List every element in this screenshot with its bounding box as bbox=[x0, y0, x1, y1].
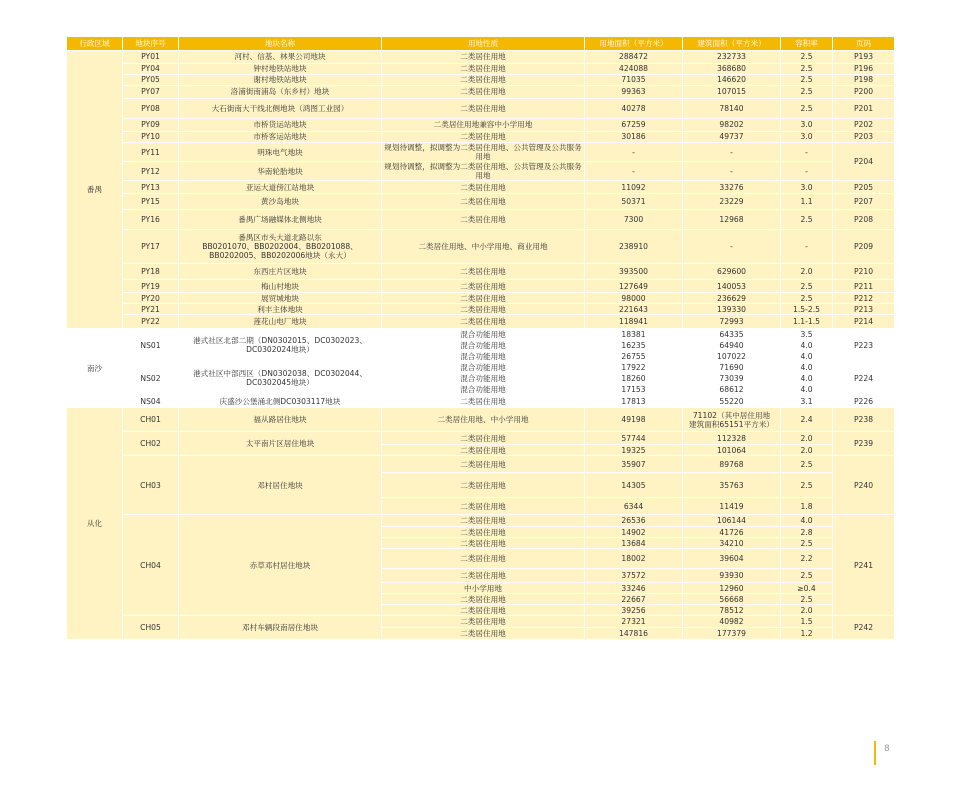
parcel-id: NS04 bbox=[123, 395, 179, 408]
floor-area-ratio: - bbox=[781, 162, 833, 181]
region-cell: 番禺 bbox=[67, 51, 123, 329]
page-ref: P207 bbox=[833, 194, 895, 210]
floor-area-ratio: ≥0.4 bbox=[781, 583, 833, 594]
table-row bbox=[67, 264, 895, 280]
floor-area: 140053 bbox=[683, 280, 781, 293]
table-row bbox=[67, 293, 895, 304]
floor-area: 139330 bbox=[683, 304, 781, 315]
table-header-row bbox=[67, 37, 895, 51]
page-ref: P238 bbox=[833, 408, 895, 432]
floor-area-ratio: 2.0 bbox=[781, 445, 833, 456]
land-area: 424088 bbox=[585, 64, 683, 75]
floor-area: 68612 bbox=[683, 384, 781, 395]
page-ref: P204 bbox=[833, 143, 895, 181]
table-row bbox=[67, 395, 895, 408]
land-area: 16235 bbox=[585, 340, 683, 351]
page-ref: P223 bbox=[833, 329, 895, 362]
parcel-id: PY01 bbox=[123, 51, 179, 64]
floor-area: 368680 bbox=[683, 64, 781, 75]
floor-area: 33276 bbox=[683, 181, 781, 194]
floor-area-ratio: 2.5 bbox=[781, 473, 833, 498]
land-use: 二类居住用地 bbox=[382, 395, 585, 408]
table-row bbox=[67, 616, 895, 628]
floor-area-ratio: 1.8 bbox=[781, 498, 833, 515]
land-use: 二类居住用地 bbox=[382, 315, 585, 329]
table-row bbox=[67, 315, 895, 329]
parcel-name: 莲花山电厂地块 bbox=[179, 315, 382, 329]
parcel-id: PY05 bbox=[123, 75, 179, 86]
parcel-name: 明珠电气地块 bbox=[179, 143, 382, 162]
region-cell: 从化 bbox=[67, 408, 123, 640]
parcel-id: CH02 bbox=[123, 432, 179, 456]
page-ref: P200 bbox=[833, 86, 895, 99]
parcel-id: CH04 bbox=[123, 515, 179, 616]
parcel-name: 谢村地铁站地块 bbox=[179, 75, 382, 86]
floor-area: 629600 bbox=[683, 264, 781, 280]
page-ref: P210 bbox=[833, 264, 895, 280]
table-row bbox=[67, 132, 895, 143]
parcel-name: 展贸城地块 bbox=[179, 293, 382, 304]
floor-area: 40982 bbox=[683, 616, 781, 628]
land-use: 规划待调整，拟调整为二类居住用地、公共管理及公共服务用地 bbox=[382, 162, 585, 181]
floor-area: 64335 bbox=[683, 329, 781, 340]
floor-area: 73039 bbox=[683, 373, 781, 384]
parcel-name: 港式社区中部西区（DN0302038、DC0302044、DC0302045地块） bbox=[179, 362, 382, 395]
floor-area: 39604 bbox=[683, 549, 781, 569]
header-region: 行政区域 bbox=[67, 37, 123, 51]
land-area: 11092 bbox=[585, 181, 683, 194]
land-area: 50371 bbox=[585, 194, 683, 210]
parcel-name: 庆盛沙公堡涌北侧DC0303117地块 bbox=[179, 395, 382, 408]
floor-area: 64940 bbox=[683, 340, 781, 351]
table-row bbox=[67, 230, 895, 264]
page-ref: P203 bbox=[833, 132, 895, 143]
land-use: 二类居住用地 bbox=[382, 515, 585, 527]
table-row bbox=[67, 432, 895, 445]
floor-area-ratio: 4.0 bbox=[781, 384, 833, 395]
page-ref: P241 bbox=[833, 515, 895, 616]
floor-area: 106144 bbox=[683, 515, 781, 527]
land-use: 二类居住用地 bbox=[382, 549, 585, 569]
table-row bbox=[67, 51, 895, 64]
floor-area-ratio: 3.0 bbox=[781, 132, 833, 143]
land-area: 288472 bbox=[585, 51, 683, 64]
land-use: 混合功能用地 bbox=[382, 340, 585, 351]
table-row bbox=[67, 162, 895, 181]
land-use: 二类居住用地 bbox=[382, 86, 585, 99]
parcel-name: 东西庄片区地块 bbox=[179, 264, 382, 280]
parcel-name: 邓村车辆段南居住地块 bbox=[179, 616, 382, 640]
page-number-bar bbox=[874, 741, 876, 765]
parcel-id: PY21 bbox=[123, 304, 179, 315]
land-area: 14305 bbox=[585, 473, 683, 498]
floor-area-ratio: 3.0 bbox=[781, 119, 833, 132]
land-use: 二类居住用地 bbox=[382, 498, 585, 515]
land-area: 18381 bbox=[585, 329, 683, 340]
page-ref: P214 bbox=[833, 315, 895, 329]
land-use: 二类居住用地 bbox=[382, 456, 585, 473]
land-use: 二类居住用地 bbox=[382, 64, 585, 75]
table-row bbox=[67, 304, 895, 315]
parcel-name: 番禺广场融媒体北侧地块 bbox=[179, 210, 382, 230]
land-use: 二类居住用地 bbox=[382, 445, 585, 456]
floor-area-ratio: 2.5 bbox=[781, 569, 833, 583]
header-land-use: 用地性质 bbox=[382, 37, 585, 51]
page-ref: P224 bbox=[833, 362, 895, 395]
land-use: 二类居住用地 bbox=[382, 293, 585, 304]
parcel-id: PY07 bbox=[123, 86, 179, 99]
floor-area-ratio: 4.0 bbox=[781, 373, 833, 384]
parcel-id: PY04 bbox=[123, 64, 179, 75]
floor-area: 12960 bbox=[683, 583, 781, 594]
parcel-name: 福从路居住地块 bbox=[179, 408, 382, 432]
land-area: 71035 bbox=[585, 75, 683, 86]
parcel-id: PY16 bbox=[123, 210, 179, 230]
page-ref: P193 bbox=[833, 51, 895, 64]
land-use: 二类居住用地 bbox=[382, 75, 585, 86]
floor-area: 78140 bbox=[683, 99, 781, 119]
floor-area: 12968 bbox=[683, 210, 781, 230]
floor-area-ratio: 3.0 bbox=[781, 181, 833, 194]
floor-area: 71102（其中居住用地 建筑面积65151平方米） bbox=[683, 408, 781, 432]
land-use: 中小学用地 bbox=[382, 583, 585, 594]
floor-area-ratio: 2.5 bbox=[781, 99, 833, 119]
page-number: 8 bbox=[884, 744, 890, 754]
table-row bbox=[67, 280, 895, 293]
land-use: 二类居住用地、中小学用地、商业用地 bbox=[382, 230, 585, 264]
floor-area-ratio: 1.5 bbox=[781, 616, 833, 628]
land-area: 57744 bbox=[585, 432, 683, 445]
table-row bbox=[67, 86, 895, 99]
floor-area-ratio: 2.0 bbox=[781, 432, 833, 445]
land-area: 49198 bbox=[585, 408, 683, 432]
land-area: 67259 bbox=[585, 119, 683, 132]
land-area: 99363 bbox=[585, 86, 683, 99]
land-use: 二类居住用地 bbox=[382, 304, 585, 315]
floor-area: 112328 bbox=[683, 432, 781, 445]
land-use: 规划待调整，拟调整为二类居住用地、公共管理及公共服务用地 bbox=[382, 143, 585, 162]
floor-area: 107015 bbox=[683, 86, 781, 99]
page-ref: P212 bbox=[833, 293, 895, 304]
land-area: 27321 bbox=[585, 616, 683, 628]
parcel-name: 钟村地铁站地块 bbox=[179, 64, 382, 75]
table-row bbox=[67, 143, 895, 162]
land-use: 二类居住用地 bbox=[382, 51, 585, 64]
parcel-name: 亚运大道傍江站地块 bbox=[179, 181, 382, 194]
land-area: 33246 bbox=[585, 583, 683, 594]
page-ref: P209 bbox=[833, 230, 895, 264]
header-page: 页码 bbox=[833, 37, 895, 51]
floor-area: 55220 bbox=[683, 395, 781, 408]
page-ref: P201 bbox=[833, 99, 895, 119]
table-row bbox=[67, 456, 895, 473]
parcel-name: 赤草邓村居住地块 bbox=[179, 515, 382, 616]
table-row bbox=[67, 210, 895, 230]
page-ref: P239 bbox=[833, 432, 895, 456]
parcel-id: PY17 bbox=[123, 230, 179, 264]
floor-area-ratio: 2.5 bbox=[781, 538, 833, 549]
parcel-name: 番禺区市头大道北路以东 BB0201070、BB0202004、BB0201088、 BB0202005、BB0202006地块（永大） bbox=[179, 230, 382, 264]
land-use: 二类居住用地 bbox=[382, 280, 585, 293]
floor-area-ratio: 2.5 bbox=[781, 51, 833, 64]
land-use: 二类居住用地兼容中小学用地 bbox=[382, 119, 585, 132]
floor-area-ratio: 3.5 bbox=[781, 329, 833, 340]
header-far: 容积率 bbox=[781, 37, 833, 51]
parcel-name: 华南轮胎地块 bbox=[179, 162, 382, 181]
floor-area-ratio: 4.0 bbox=[781, 340, 833, 351]
land-use: 二类居住用地 bbox=[382, 473, 585, 498]
floor-area-ratio: 4.0 bbox=[781, 515, 833, 527]
header-parcel-id: 地块序号 bbox=[123, 37, 179, 51]
table-row bbox=[67, 194, 895, 210]
floor-area: - bbox=[683, 162, 781, 181]
land-use: 二类居住用地 bbox=[382, 99, 585, 119]
floor-area-ratio: 2.5 bbox=[781, 64, 833, 75]
land-area: - bbox=[585, 143, 683, 162]
region-cell: 南沙 bbox=[67, 329, 123, 408]
floor-area-ratio: - bbox=[781, 230, 833, 264]
land-area: 118941 bbox=[585, 315, 683, 329]
land-use: 二类居住用地 bbox=[382, 605, 585, 616]
parcel-id: PY08 bbox=[123, 99, 179, 119]
page-ref: P213 bbox=[833, 304, 895, 315]
floor-area: 107022 bbox=[683, 351, 781, 362]
floor-area-ratio: 2.5 bbox=[781, 86, 833, 99]
land-use: 二类居住用地 bbox=[382, 132, 585, 143]
land-area: 17922 bbox=[585, 362, 683, 373]
parcel-name: 市桥货运站地块 bbox=[179, 119, 382, 132]
table-row bbox=[67, 181, 895, 194]
land-use: 二类居住用地 bbox=[382, 264, 585, 280]
floor-area: 232733 bbox=[683, 51, 781, 64]
parcel-id: NS01 bbox=[123, 329, 179, 362]
land-parcel-table bbox=[66, 36, 895, 640]
land-area: 127649 bbox=[585, 280, 683, 293]
table-row bbox=[67, 515, 895, 527]
parcel-id: PY20 bbox=[123, 293, 179, 304]
page-ref: P226 bbox=[833, 395, 895, 408]
land-use: 混合功能用地 bbox=[382, 373, 585, 384]
floor-area: 72993 bbox=[683, 315, 781, 329]
land-area: - bbox=[585, 162, 683, 181]
parcel-id: PY10 bbox=[123, 132, 179, 143]
land-use: 二类居住用地 bbox=[382, 628, 585, 640]
land-use: 混合功能用地 bbox=[382, 351, 585, 362]
floor-area-ratio: 2.5 bbox=[781, 75, 833, 86]
parcel-name: 港式社区北部二期（DN0302015、DC0302023、DC0302024地块） bbox=[179, 329, 382, 362]
land-area: 238910 bbox=[585, 230, 683, 264]
floor-area: 35763 bbox=[683, 473, 781, 498]
floor-area: 11419 bbox=[683, 498, 781, 515]
land-area: 37572 bbox=[585, 569, 683, 583]
parcel-id: CH05 bbox=[123, 616, 179, 640]
land-use: 二类居住用地 bbox=[382, 569, 585, 583]
land-area: 26536 bbox=[585, 515, 683, 527]
land-use: 二类居住用地 bbox=[382, 210, 585, 230]
floor-area: 71690 bbox=[683, 362, 781, 373]
page-ref: P242 bbox=[833, 616, 895, 640]
floor-area-ratio: 2.8 bbox=[781, 527, 833, 538]
parcel-name: 太平南片区居住地块 bbox=[179, 432, 382, 456]
land-area: 6344 bbox=[585, 498, 683, 515]
floor-area-ratio: - bbox=[781, 143, 833, 162]
floor-area-ratio: 3.1 bbox=[781, 395, 833, 408]
floor-area-ratio: 2.4 bbox=[781, 408, 833, 432]
land-use: 二类居住用地 bbox=[382, 594, 585, 605]
page-ref: P196 bbox=[833, 64, 895, 75]
land-area: 13684 bbox=[585, 538, 683, 549]
parcel-id: PY19 bbox=[123, 280, 179, 293]
page-ref: P211 bbox=[833, 280, 895, 293]
floor-area-ratio: 1.5-2.5 bbox=[781, 304, 833, 315]
floor-area: - bbox=[683, 143, 781, 162]
floor-area: 78512 bbox=[683, 605, 781, 616]
floor-area: 41726 bbox=[683, 527, 781, 538]
page-ref: P240 bbox=[833, 456, 895, 515]
floor-area-ratio: 1.2 bbox=[781, 628, 833, 640]
parcel-id: PY22 bbox=[123, 315, 179, 329]
page-ref: P198 bbox=[833, 75, 895, 86]
land-use: 二类居住用地 bbox=[382, 194, 585, 210]
land-use: 二类居住用地 bbox=[382, 527, 585, 538]
floor-area-ratio: 1.1 bbox=[781, 194, 833, 210]
parcel-name: 河村、信基、林果公司地块 bbox=[179, 51, 382, 64]
land-use: 二类居住用地、中小学用地 bbox=[382, 408, 585, 432]
parcel-name: 黄沙岛地块 bbox=[179, 194, 382, 210]
parcel-id: PY11 bbox=[123, 143, 179, 162]
floor-area: 101064 bbox=[683, 445, 781, 456]
floor-area-ratio: 2.2 bbox=[781, 549, 833, 569]
floor-area-ratio: 2.0 bbox=[781, 605, 833, 616]
parcel-id: PY09 bbox=[123, 119, 179, 132]
table-row bbox=[67, 362, 895, 373]
land-area: 40278 bbox=[585, 99, 683, 119]
land-area: 7300 bbox=[585, 210, 683, 230]
land-area: 19325 bbox=[585, 445, 683, 456]
parcel-id: PY13 bbox=[123, 181, 179, 194]
land-area: 393500 bbox=[585, 264, 683, 280]
parcel-id: CH01 bbox=[123, 408, 179, 432]
floor-area-ratio: 2.5 bbox=[781, 210, 833, 230]
land-area: 18260 bbox=[585, 373, 683, 384]
floor-area: 89768 bbox=[683, 456, 781, 473]
table-row bbox=[67, 329, 895, 340]
land-area: 26755 bbox=[585, 351, 683, 362]
land-area: 98000 bbox=[585, 293, 683, 304]
floor-area-ratio: 2.5 bbox=[781, 456, 833, 473]
land-area: 17153 bbox=[585, 384, 683, 395]
parcel-id: PY12 bbox=[123, 162, 179, 181]
floor-area-ratio: 1.1-1.5 bbox=[781, 315, 833, 329]
floor-area: 23229 bbox=[683, 194, 781, 210]
land-use: 二类居住用地 bbox=[382, 181, 585, 194]
floor-area-ratio: 2.0 bbox=[781, 264, 833, 280]
land-area: 147816 bbox=[585, 628, 683, 640]
page-ref: P208 bbox=[833, 210, 895, 230]
header-land-area: 用地面积（平方米） bbox=[585, 37, 683, 51]
parcel-name: 梅山村地块 bbox=[179, 280, 382, 293]
page-ref: P205 bbox=[833, 181, 895, 194]
land-area: 35907 bbox=[585, 456, 683, 473]
parcel-name: 市桥客运站地块 bbox=[179, 132, 382, 143]
parcel-name: 洛浦街南浦岛（东乡村）地块 bbox=[179, 86, 382, 99]
land-use: 二类居住用地 bbox=[382, 616, 585, 628]
floor-area: 146620 bbox=[683, 75, 781, 86]
parcel-name: 邓村居住地块 bbox=[179, 456, 382, 515]
floor-area-ratio: 2.5 bbox=[781, 594, 833, 605]
floor-area: 98202 bbox=[683, 119, 781, 132]
floor-area-ratio: 4.0 bbox=[781, 362, 833, 373]
header-floor-area: 建筑面积（平方米） bbox=[683, 37, 781, 51]
floor-area-ratio: 2.5 bbox=[781, 293, 833, 304]
floor-area: 49737 bbox=[683, 132, 781, 143]
land-use: 二类居住用地 bbox=[382, 538, 585, 549]
land-use: 混合功能用地 bbox=[382, 384, 585, 395]
parcel-name: 利丰主体地块 bbox=[179, 304, 382, 315]
floor-area: 93930 bbox=[683, 569, 781, 583]
parcel-name: 大石街南大干线北侧地块（鸿图工业园） bbox=[179, 99, 382, 119]
floor-area: - bbox=[683, 230, 781, 264]
parcel-id: PY18 bbox=[123, 264, 179, 280]
land-area: 22667 bbox=[585, 594, 683, 605]
land-area: 18002 bbox=[585, 549, 683, 569]
floor-area: 177379 bbox=[683, 628, 781, 640]
land-area: 39256 bbox=[585, 605, 683, 616]
land-area: 14902 bbox=[585, 527, 683, 538]
land-use: 混合功能用地 bbox=[382, 362, 585, 373]
floor-area: 34210 bbox=[683, 538, 781, 549]
parcel-id: PY15 bbox=[123, 194, 179, 210]
parcel-id: CH03 bbox=[123, 456, 179, 515]
header-parcel-name: 地块名称 bbox=[179, 37, 382, 51]
floor-area-ratio: 2.5 bbox=[781, 280, 833, 293]
land-use: 混合功能用地 bbox=[382, 329, 585, 340]
table-row bbox=[67, 99, 895, 119]
land-area: 30186 bbox=[585, 132, 683, 143]
table-row bbox=[67, 408, 895, 432]
floor-area: 56668 bbox=[683, 594, 781, 605]
table-row bbox=[67, 64, 895, 75]
table-row bbox=[67, 119, 895, 132]
land-use: 二类居住用地 bbox=[382, 432, 585, 445]
floor-area: 236629 bbox=[683, 293, 781, 304]
table-row bbox=[67, 75, 895, 86]
floor-area-ratio: 4.0 bbox=[781, 351, 833, 362]
land-area: 17813 bbox=[585, 395, 683, 408]
land-area: 221643 bbox=[585, 304, 683, 315]
page-ref: P202 bbox=[833, 119, 895, 132]
parcel-id: NS02 bbox=[123, 362, 179, 395]
